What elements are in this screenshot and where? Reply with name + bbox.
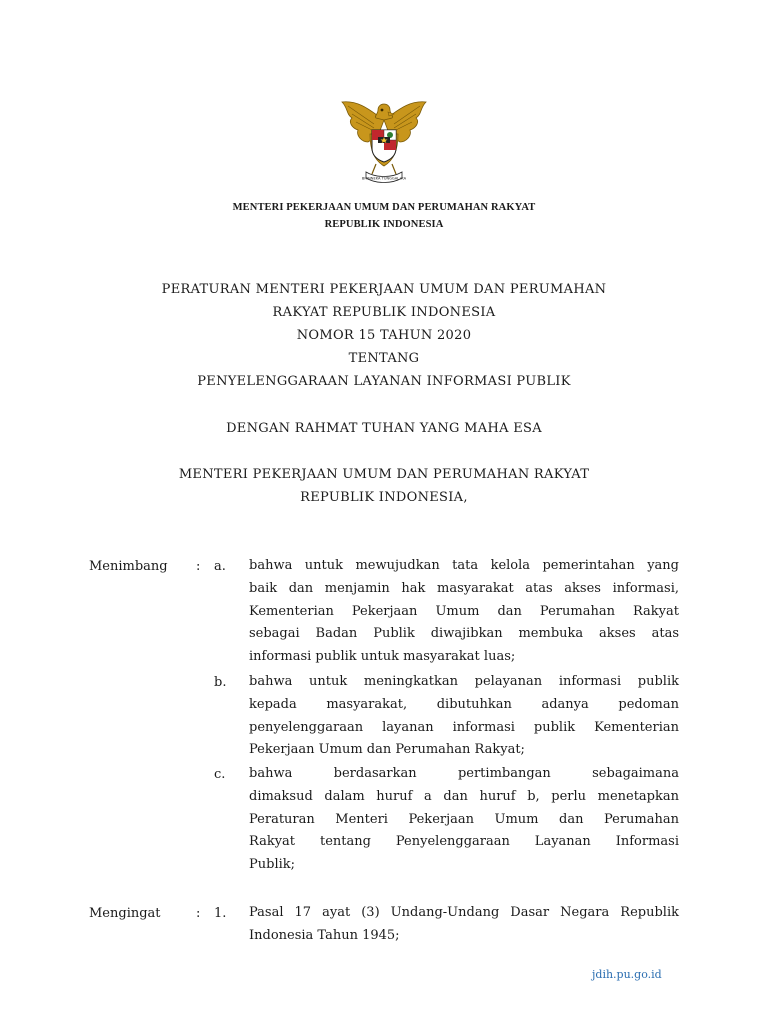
menimbang-item-c xyxy=(249,763,679,877)
mengingat-colon: : xyxy=(196,906,201,921)
svg-text:BHINNEKA TUNGGAL IKA: BHINNEKA TUNGGAL IKA xyxy=(361,176,407,181)
text-line: sebagai Badan Publik diwajibkan membuka akses atas xyxy=(249,626,679,642)
ministry-header-line1: MENTERI PEKERJAAN UMUM DAN PERUMAHAN RAKYAT xyxy=(232,202,536,213)
regulation-about: TENTANG xyxy=(348,351,420,366)
footer-site-link[interactable]: jdih.pu.go.id xyxy=(592,968,662,981)
text-line: Indonesia Tahun 1945; xyxy=(249,927,400,943)
mengingat-item-1 xyxy=(249,902,679,948)
menimbang-item-b xyxy=(249,671,679,762)
text-line: kepada masyarakat, dibutuhkan adanya pedoman xyxy=(249,696,679,712)
text-line: penyelenggaraan layanan informasi publik Kementerian xyxy=(249,719,679,735)
text-line: Pekerjaan Umum dan Perumahan Rakyat; xyxy=(249,742,525,758)
text-line: Peraturan Menteri Pekerjaan Umum dan Perumahan xyxy=(249,811,679,827)
text-line: bahwa untuk mewujudkan tata kelola pemerintahan yang xyxy=(249,558,679,573)
text-line: bahwa berdasarkan pertimbangan sebagaimana xyxy=(249,766,679,781)
text-line: baik dan menjamin hak masyarakat atas akses informasi, xyxy=(249,580,679,596)
regulation-subject: PENYELENGGARAAN LAYANAN INFORMASI PUBLIK xyxy=(197,374,571,389)
mengingat-marker-1: 1. xyxy=(214,906,227,921)
menimbang-marker-b: b. xyxy=(214,675,227,690)
text-line: Publik; xyxy=(249,857,296,873)
garuda-pancasila-emblem xyxy=(334,90,434,190)
text-line: dimaksud dalam huruf a dan huruf b, perlu menetapkan xyxy=(249,788,679,804)
menimbang-marker-c: c. xyxy=(214,767,226,782)
regulation-number: NOMOR 15 TAHUN 2020 xyxy=(296,328,472,343)
ministry-header-line2: REPUBLIK INDONESIA xyxy=(324,219,444,230)
text-line: informasi publik untuk masyarakat luas; xyxy=(249,649,516,665)
minister-line1: MENTERI PEKERJAAN UMUM DAN PERUMAHAN RAKYAT xyxy=(178,467,590,482)
text-line: Kementerian Pekerjaan Umum dan Perumahan Rakyat xyxy=(249,603,679,619)
regulation-blessing: DENGAN RAHMAT TUHAN YANG MAHA ESA xyxy=(226,421,542,436)
text-line: Rakyat tentang Penyelenggaraan Layanan Informasi xyxy=(249,834,679,850)
mengingat-label: Mengingat xyxy=(89,906,161,921)
minister-line2: REPUBLIK INDONESIA, xyxy=(300,490,468,505)
regulation-title-line2: RAKYAT REPUBLIK INDONESIA xyxy=(272,305,496,320)
regulation-title-line1: PERATURAN MENTERI PEKERJAAN UMUM DAN PERUMAHAN xyxy=(161,282,607,297)
menimbang-colon: : xyxy=(196,559,201,574)
text-line: bahwa untuk meningkatkan pelayanan informasi publik xyxy=(249,674,679,689)
menimbang-label: Menimbang xyxy=(89,559,168,574)
menimbang-item-a xyxy=(249,555,679,669)
menimbang-marker-a: a. xyxy=(214,559,226,574)
text-line: Pasal 17 ayat (3) Undang-Undang Dasar Negara Republik xyxy=(249,905,679,920)
